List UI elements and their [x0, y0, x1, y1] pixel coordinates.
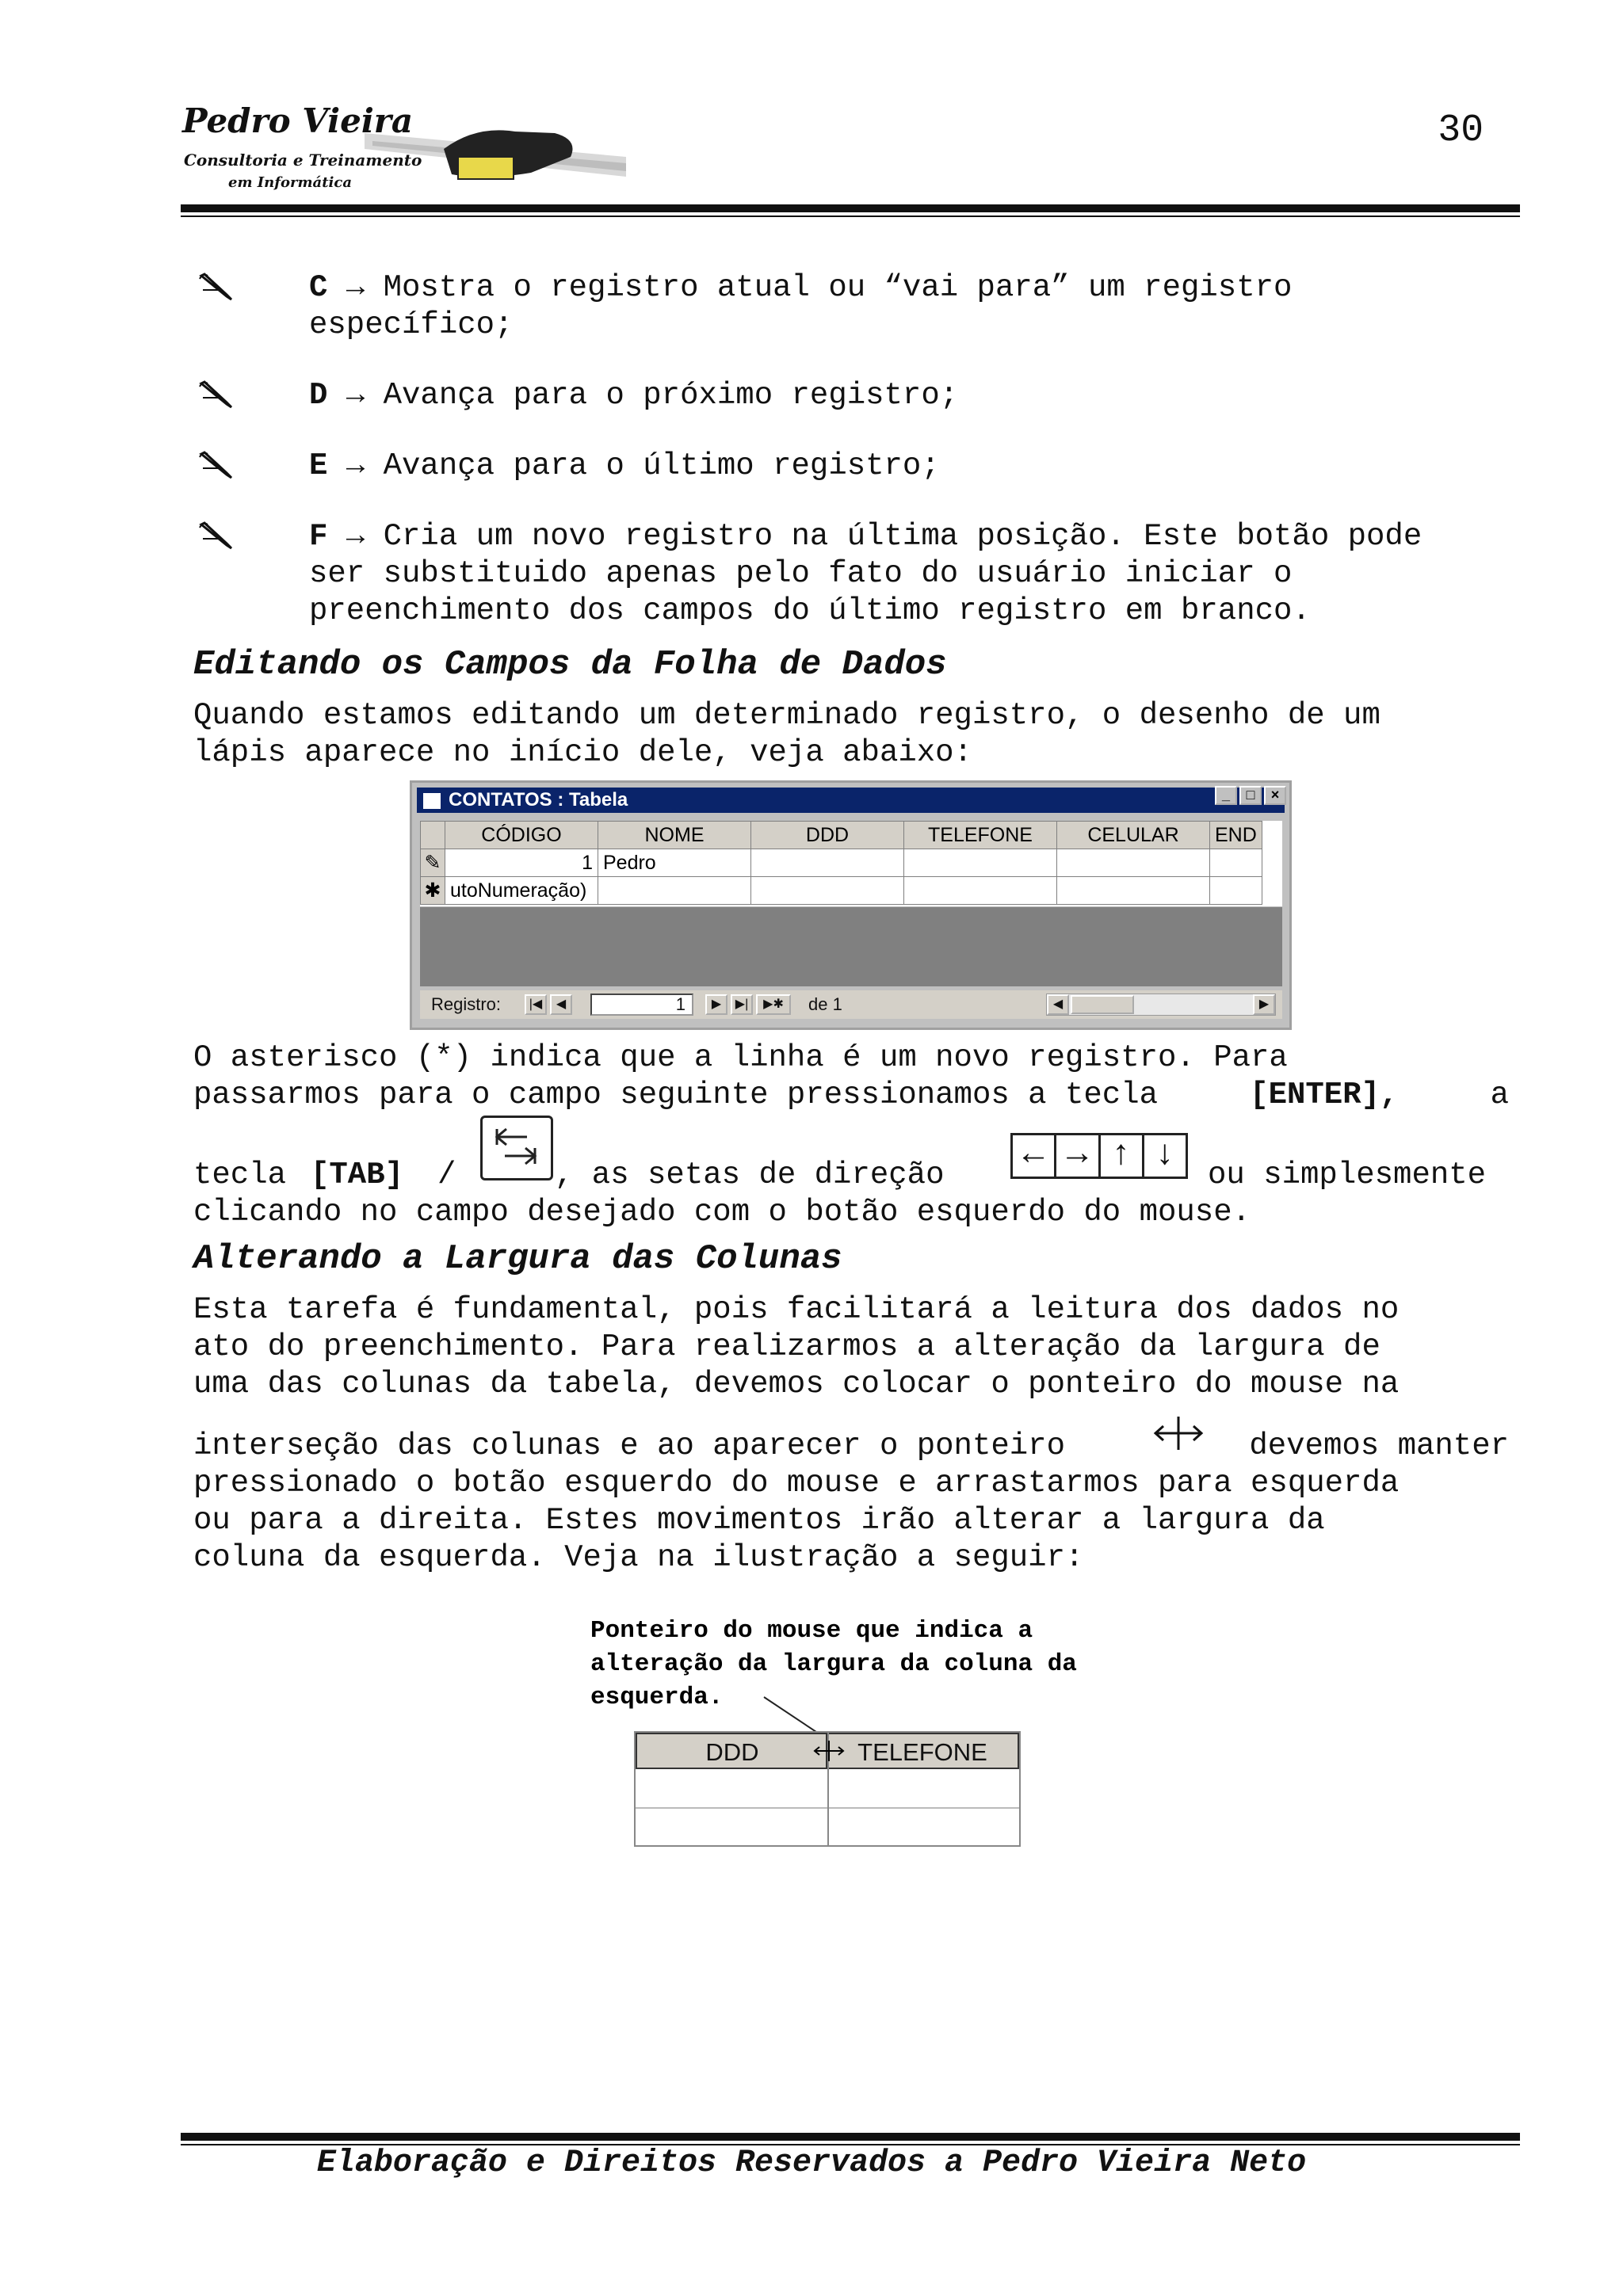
- cell[interactable]: [904, 877, 1057, 905]
- next-record-button[interactable]: ▶: [705, 994, 727, 1015]
- callout-text: Ponteiro do mouse que indica a alteração da largura da coluna da esquerda.: [590, 1617, 1077, 1711]
- scroll-thumb[interactable]: [1071, 995, 1134, 1014]
- cell-codigo[interactable]: utoNumeração): [445, 877, 598, 905]
- prev-record-button[interactable]: ◀: [550, 994, 572, 1015]
- text-line: O asterisco (*) indica que a linha é um novo registro. Para: [193, 1040, 1288, 1075]
- window-controls: [1215, 786, 1286, 805]
- new-record-button[interactable]: ▶✱: [756, 994, 791, 1015]
- footer-text: Elaboração e Direitos Reservados a Pedro Vieira Neto: [316, 2145, 1307, 2181]
- pencil-icon: [198, 271, 235, 303]
- tab-key-icon: [480, 1116, 553, 1180]
- last-record-button[interactable]: ▶|: [731, 994, 753, 1015]
- pencil-icon: [198, 449, 235, 481]
- column-header[interactable]: DDD: [751, 822, 904, 849]
- text-line: ou para a direita. Estes movimentos irão alterar a largura da: [193, 1503, 1325, 1538]
- cell[interactable]: [1210, 877, 1262, 905]
- header-rule: [181, 204, 1520, 212]
- maximize-button[interactable]: □: [1239, 786, 1262, 805]
- paragraph: [193, 1291, 1509, 1403]
- text-line: clicando no campo desejado com o botão esquerdo do mouse.: [193, 1195, 1251, 1230]
- record-count: de 1: [808, 994, 842, 1014]
- table-icon: [423, 793, 441, 809]
- header-rule-thin: [181, 215, 1520, 217]
- scroll-right-button[interactable]: ▶: [1253, 994, 1275, 1015]
- text-line: tecla [TAB] / , as setas de direção ou simplesmente: [193, 1158, 1487, 1192]
- section-heading: Alterando a Largura das Colunas: [193, 1239, 842, 1279]
- cell-nome[interactable]: Pedro: [598, 849, 751, 877]
- cell[interactable]: [598, 877, 751, 905]
- record-navigator: [420, 990, 1282, 1019]
- cell[interactable]: [1057, 877, 1210, 905]
- logo: [182, 101, 626, 208]
- table-row: [421, 849, 1262, 877]
- cell[interactable]: [751, 877, 904, 905]
- corner-cell[interactable]: [421, 822, 445, 849]
- right-arrow-icon: →: [1056, 1135, 1100, 1177]
- paragraph: [193, 1428, 1509, 1577]
- column-header[interactable]: END: [1210, 822, 1262, 849]
- page-number: 30: [1438, 109, 1484, 152]
- bullet-text: F → Cria um novo registro na última posição. Este botão pode ser substituido apenas pelo fato do usuário iniciar o preenchimento dos campos do último registro em branco.: [309, 519, 1423, 628]
- cell[interactable]: [904, 849, 1057, 877]
- paragraph: [193, 1039, 1509, 1114]
- bullet-text: E → Avança para o último registro;: [309, 448, 940, 483]
- column-header[interactable]: CELULAR: [1057, 822, 1210, 849]
- scroll-left-button[interactable]: ◀: [1047, 994, 1069, 1015]
- section-heading: Editando os Campos da Folha de Dados: [193, 645, 947, 685]
- text-line: passarmos para o campo seguinte pressionamos a tecla [ENTER], a: [193, 1077, 1509, 1112]
- logo-name: Pedro Vieira: [182, 101, 414, 140]
- column-header-ddd: DDD: [636, 1733, 829, 1769]
- logo-tagline-1: Consultoria e Treinamento: [184, 151, 422, 170]
- pencil-icon: [198, 520, 235, 551]
- column-resize-illustration: [634, 1731, 1021, 1847]
- text-line: interseção das colunas e ao aparecer o ponteiro devemos manter: [193, 1428, 1509, 1463]
- close-button[interactable]: ×: [1264, 786, 1286, 805]
- footer-rule: [181, 2133, 1520, 2141]
- first-record-button[interactable]: |◀: [525, 994, 547, 1015]
- empty-grid-area: [420, 907, 1282, 986]
- asterisk-icon[interactable]: ✱: [421, 877, 445, 905]
- cell[interactable]: [751, 849, 904, 877]
- window-title: CONTATOS : Tabela: [449, 789, 628, 810]
- bullet-text: C → Mostra o registro atual ou “vai para” um registro específico;: [309, 270, 1293, 342]
- text-line: uma das colunas da tabela, devemos colocar o ponteiro do mouse na: [193, 1367, 1400, 1402]
- access-table-window: [410, 780, 1292, 1030]
- text-line: lápis aparece no início dele, veja abaixo:: [193, 735, 972, 770]
- cell-codigo[interactable]: 1: [445, 849, 598, 877]
- text-line: Esta tarefa é fundamental, pois facilitará a leitura dos dados no: [193, 1292, 1400, 1327]
- left-arrow-icon: ←: [1013, 1135, 1056, 1177]
- column-resize-pointer-icon: [1152, 1413, 1205, 1453]
- nav-label: Registro:: [431, 994, 502, 1014]
- window-title-bar: [417, 788, 1285, 813]
- column-header[interactable]: TELEFONE: [904, 822, 1057, 849]
- column-header-row: [421, 822, 1262, 849]
- column-header[interactable]: NOME: [598, 822, 751, 849]
- cell[interactable]: [1057, 849, 1210, 877]
- resize-pointer-icon: [813, 1739, 845, 1763]
- paragraph: [193, 697, 1509, 772]
- text-line: pressionado o botão esquerdo do mouse e arrastarmos para esquerda: [193, 1466, 1400, 1501]
- arrow-keys-icon: [1010, 1133, 1188, 1179]
- datasheet-grid: [420, 821, 1282, 906]
- minimize-button[interactable]: _: [1215, 786, 1237, 805]
- up-arrow-icon: ↑: [1101, 1135, 1144, 1177]
- logo-tagline-2: em Informática: [228, 174, 352, 191]
- text-line: ato do preenchimento. Para realizarmos a alteração da largura de: [193, 1329, 1381, 1364]
- bullet-text: D → Avança para o próximo registro;: [309, 378, 959, 413]
- column-header[interactable]: CÓDIGO: [445, 822, 598, 849]
- pencil-icon[interactable]: ✎: [421, 849, 445, 877]
- pencil-icon: [198, 379, 235, 410]
- cell[interactable]: [1210, 849, 1262, 877]
- text-line: coluna da esquerda. Veja na ilustração a seguir:: [193, 1540, 1084, 1575]
- horizontal-scrollbar[interactable]: [1046, 994, 1276, 1016]
- column-header-telefone: TELEFONE: [826, 1733, 1019, 1769]
- down-arrow-icon: ↓: [1154, 1135, 1176, 1175]
- paragraph: [193, 1157, 1509, 1231]
- text-line: Quando estamos editando um determinado registro, o desenho de um: [193, 698, 1381, 733]
- record-number-field[interactable]: 1: [590, 994, 693, 1016]
- table-row: [421, 877, 1262, 905]
